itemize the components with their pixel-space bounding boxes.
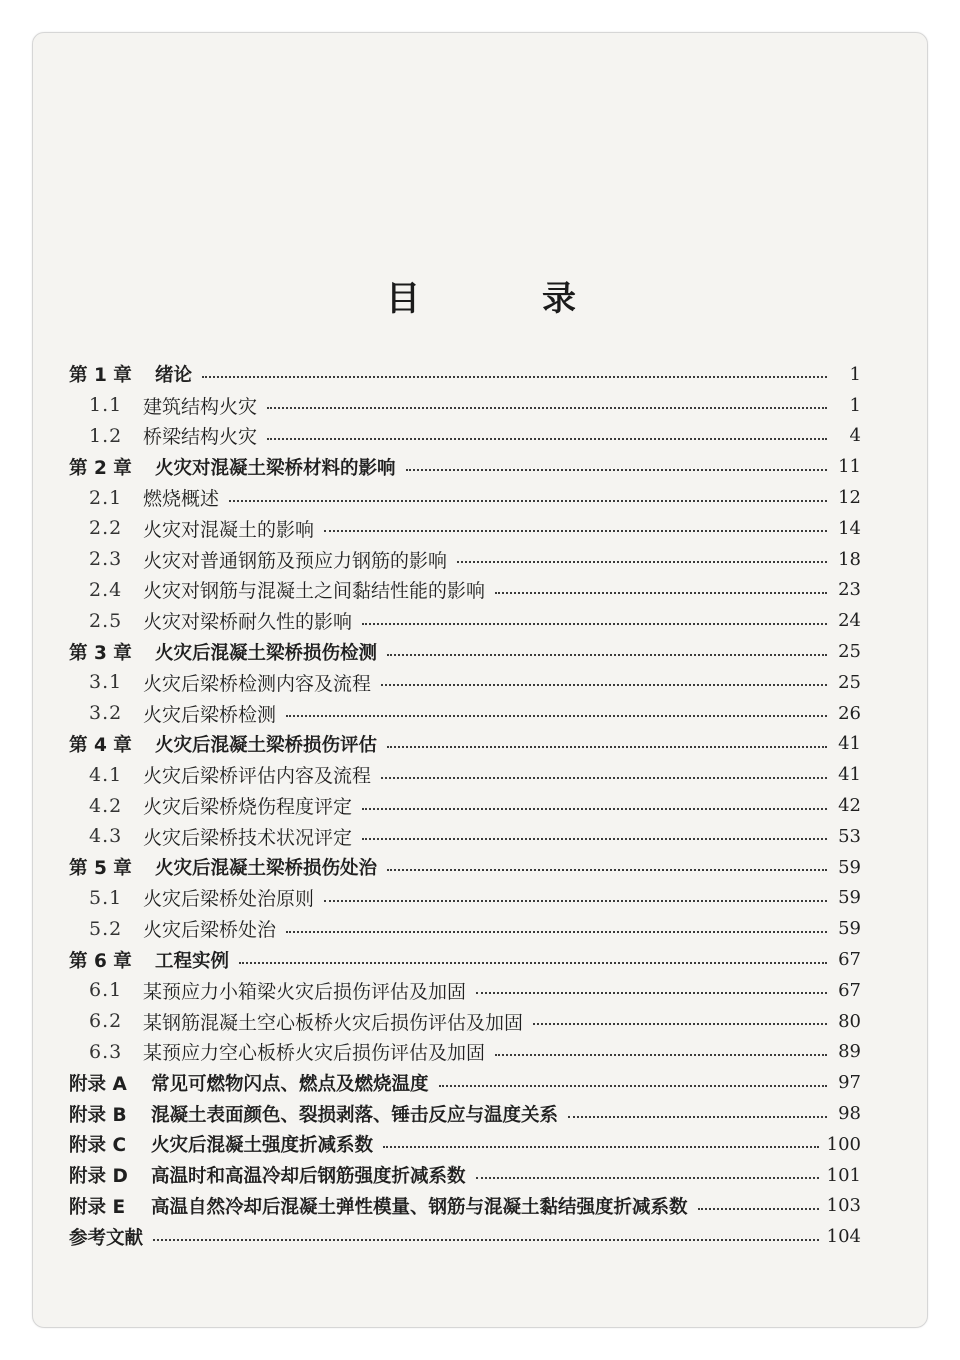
dot-leader bbox=[381, 777, 827, 779]
toc-entry-number: 2.4 bbox=[89, 578, 123, 601]
toc-entry-section bbox=[69, 513, 861, 544]
dot-leader bbox=[362, 623, 827, 625]
toc-entry-section bbox=[69, 482, 861, 513]
dot-leader bbox=[383, 1146, 819, 1148]
toc-entry-section bbox=[69, 759, 861, 790]
toc-entry-title: 火灾后梁桥评估内容及流程 bbox=[143, 765, 372, 788]
dot-leader bbox=[568, 1116, 827, 1118]
toc-entry-section bbox=[69, 605, 861, 636]
toc-entry-section bbox=[69, 667, 861, 698]
toc-entry-number: 6.1 bbox=[89, 979, 123, 1002]
toc-entry-section bbox=[69, 1006, 861, 1037]
dot-leader bbox=[267, 438, 827, 440]
toc-entry-number: 第 1 章 bbox=[69, 365, 132, 387]
toc-entry-page-number: 1 bbox=[849, 363, 861, 385]
toc-entry-title: 火灾对钢筋与混凝土之间黏结性能的影响 bbox=[143, 580, 486, 603]
dot-leader bbox=[439, 1085, 827, 1087]
toc-entry-page-number: 42 bbox=[838, 795, 861, 817]
toc-entry-section bbox=[69, 544, 861, 575]
toc-entry-page-number: 26 bbox=[838, 702, 861, 724]
toc-entry-title: 某预应力空心板桥火灾后损伤评估及加固 bbox=[143, 1042, 486, 1065]
toc-entry-number: 附录 B bbox=[69, 1104, 127, 1126]
table-of-contents bbox=[69, 359, 861, 1252]
toc-entry-number: 3.2 bbox=[89, 702, 123, 725]
toc-entry-title: 火灾后梁桥处治原则 bbox=[143, 888, 315, 911]
dot-leader bbox=[476, 1177, 819, 1179]
toc-entry-page-number: 98 bbox=[838, 1103, 861, 1125]
toc-entry-number: 3.1 bbox=[89, 671, 123, 694]
toc-entry-title: 火灾对普通钢筋及预应力钢筋的影响 bbox=[143, 549, 448, 572]
toc-entry-title: 某钢筋混凝土空心板桥火灾后损伤评估及加固 bbox=[143, 1011, 524, 1034]
toc-entry-title: 桥梁结构火灾 bbox=[143, 426, 258, 449]
toc-entry-page-number: 103 bbox=[826, 1195, 861, 1217]
toc-entry-page-number: 59 bbox=[838, 918, 861, 940]
toc-entry-number: 2.5 bbox=[89, 609, 123, 632]
toc-entry-section bbox=[69, 913, 861, 944]
toc-entry-title: 火灾后混凝土梁桥损伤检测 bbox=[155, 642, 378, 664]
dot-leader bbox=[239, 962, 827, 964]
toc-entry-number: 第 2 章 bbox=[69, 457, 132, 479]
dot-leader bbox=[533, 1023, 827, 1025]
toc-entry-title: 火灾后混凝土强度折减系数 bbox=[151, 1135, 374, 1157]
toc-entry-page-number: 104 bbox=[826, 1226, 861, 1248]
toc-entry-title: 火灾对梁桥耐久性的影响 bbox=[143, 611, 353, 634]
dot-leader bbox=[387, 746, 827, 748]
toc-entry-title: 工程实例 bbox=[155, 950, 230, 972]
toc-entry-page-number: 59 bbox=[838, 856, 861, 878]
toc-entry-number: 6.3 bbox=[89, 1040, 123, 1063]
toc-entry-page-number: 14 bbox=[838, 517, 861, 539]
toc-entry-number: 附录 E bbox=[69, 1196, 126, 1218]
toc-entry-page-number: 67 bbox=[838, 979, 861, 1001]
toc-entry-title: 火灾后混凝土梁桥损伤评估 bbox=[155, 734, 378, 756]
dot-leader bbox=[286, 715, 827, 717]
toc-entry-section bbox=[69, 421, 861, 452]
document-page bbox=[32, 32, 928, 1328]
toc-entry-number: 附录 A bbox=[69, 1073, 127, 1095]
toc-entry-title: 火灾后梁桥检测 bbox=[143, 703, 277, 726]
toc-entry-page-number: 59 bbox=[838, 887, 861, 909]
toc-entry-page-number: 41 bbox=[838, 764, 861, 786]
toc-entry-number: 2.2 bbox=[89, 517, 123, 540]
toc-entry-page-number: 18 bbox=[838, 548, 861, 570]
toc-entry-number: 第 5 章 bbox=[69, 858, 132, 880]
toc-entry-section bbox=[69, 1037, 861, 1068]
dot-leader bbox=[362, 808, 827, 810]
toc-entry-section bbox=[69, 975, 861, 1006]
toc-entry-section bbox=[69, 790, 861, 821]
toc-entry-number: 2.3 bbox=[89, 548, 123, 571]
dot-leader bbox=[457, 561, 827, 563]
toc-entry-page-number: 4 bbox=[849, 425, 861, 447]
toc-entry-appendix bbox=[69, 1098, 861, 1129]
toc-entry-title: 火灾后梁桥技术状况评定 bbox=[143, 826, 353, 849]
toc-entry-chapter bbox=[69, 359, 861, 390]
toc-entry-title: 参考文献 bbox=[69, 1227, 144, 1249]
dot-leader bbox=[153, 1239, 819, 1241]
toc-entry-title: 火灾后梁桥烧伤程度评定 bbox=[143, 796, 353, 819]
toc-entry-page-number: 80 bbox=[838, 1010, 861, 1032]
toc-entry-section bbox=[69, 575, 861, 606]
toc-entry-section bbox=[69, 698, 861, 729]
toc-entry-appendix bbox=[69, 1160, 861, 1191]
toc-entry-page-number: 1 bbox=[849, 394, 861, 416]
dot-leader bbox=[229, 500, 827, 502]
toc-entry-page-number: 24 bbox=[838, 610, 861, 632]
toc-entry-page-number: 101 bbox=[826, 1164, 861, 1186]
toc-entry-section bbox=[69, 390, 861, 421]
toc-entry-page-number: 89 bbox=[838, 1041, 861, 1063]
toc-entry-page-number: 53 bbox=[838, 825, 861, 847]
toc-entry-number: 附录 D bbox=[69, 1166, 128, 1188]
toc-entry-number: 2.1 bbox=[89, 486, 123, 509]
toc-entry-title: 某预应力小箱梁火灾后损伤评估及加固 bbox=[143, 980, 467, 1003]
toc-entry-chapter bbox=[69, 636, 861, 667]
toc-entry-references bbox=[69, 1221, 861, 1252]
toc-entry-chapter bbox=[69, 729, 861, 760]
toc-entry-number: 第 6 章 bbox=[69, 950, 132, 972]
toc-entry-page-number: 23 bbox=[838, 579, 861, 601]
dot-leader bbox=[387, 869, 827, 871]
toc-entry-title: 火灾后梁桥检测内容及流程 bbox=[143, 672, 372, 695]
toc-entry-number: 5.1 bbox=[89, 886, 123, 909]
toc-entry-number: 1.2 bbox=[89, 424, 123, 447]
toc-entry-section bbox=[69, 821, 861, 852]
dot-leader bbox=[495, 1054, 827, 1056]
toc-entry-title: 建筑结构火灾 bbox=[143, 395, 258, 418]
dot-leader bbox=[387, 654, 827, 656]
toc-entry-number: 第 3 章 bbox=[69, 642, 132, 664]
dot-leader bbox=[406, 469, 827, 471]
toc-entry-appendix bbox=[69, 1129, 861, 1160]
toc-entry-number: 4.3 bbox=[89, 825, 123, 848]
toc-entry-page-number: 25 bbox=[838, 671, 861, 693]
toc-entry-title: 绪论 bbox=[155, 365, 193, 387]
dot-leader bbox=[495, 592, 827, 594]
toc-entry-chapter bbox=[69, 852, 861, 883]
toc-entry-title: 燃烧概述 bbox=[143, 488, 220, 511]
toc-entry-page-number: 41 bbox=[838, 733, 861, 755]
page-title: 目 录 bbox=[386, 279, 620, 319]
toc-entry-chapter bbox=[69, 451, 861, 482]
toc-entry-chapter bbox=[69, 944, 861, 975]
dot-leader bbox=[324, 530, 827, 532]
dot-leader bbox=[324, 900, 827, 902]
toc-entry-title: 火灾后梁桥处治 bbox=[143, 919, 277, 942]
toc-entry-number: 附录 C bbox=[69, 1135, 127, 1157]
toc-entry-title: 火灾对混凝土梁桥材料的影响 bbox=[155, 457, 396, 479]
toc-entry-number: 第 4 章 bbox=[69, 734, 132, 756]
toc-entry-title: 常见可燃物闪点、燃点及燃烧温度 bbox=[151, 1073, 429, 1095]
toc-entry-page-number: 25 bbox=[838, 641, 861, 663]
toc-entry-title: 火灾对混凝土的影响 bbox=[143, 518, 315, 541]
toc-entry-number: 4.1 bbox=[89, 763, 123, 786]
dot-leader bbox=[286, 931, 827, 933]
dot-leader bbox=[476, 992, 827, 994]
dot-leader bbox=[698, 1208, 819, 1210]
toc-entry-number: 1.1 bbox=[89, 394, 123, 417]
dot-leader bbox=[362, 838, 827, 840]
toc-entry-title: 高温自然冷却后混凝土弹性模量、钢筋与混凝土黏结强度折减系数 bbox=[151, 1196, 688, 1218]
toc-entry-appendix bbox=[69, 1067, 861, 1098]
toc-entry-appendix bbox=[69, 1191, 861, 1222]
toc-entry-number: 4.2 bbox=[89, 794, 123, 817]
toc-entry-title: 混凝土表面颜色、裂损剥落、锤击反应与温度关系 bbox=[151, 1104, 559, 1126]
toc-entry-number: 5.2 bbox=[89, 917, 123, 940]
toc-entry-title: 火灾后混凝土梁桥损伤处治 bbox=[155, 858, 378, 880]
dot-leader bbox=[202, 376, 827, 378]
toc-entry-page-number: 12 bbox=[838, 487, 861, 509]
toc-entry-page-number: 11 bbox=[838, 456, 861, 478]
toc-entry-page-number: 100 bbox=[826, 1133, 861, 1155]
toc-entry-section bbox=[69, 883, 861, 914]
dot-leader bbox=[267, 407, 827, 409]
toc-entry-page-number: 67 bbox=[838, 949, 861, 971]
toc-entry-title: 高温时和高温冷却后钢筋强度折减系数 bbox=[151, 1166, 466, 1188]
toc-entry-page-number: 97 bbox=[838, 1072, 861, 1094]
dot-leader bbox=[381, 684, 827, 686]
toc-entry-number: 6.2 bbox=[89, 1010, 123, 1033]
